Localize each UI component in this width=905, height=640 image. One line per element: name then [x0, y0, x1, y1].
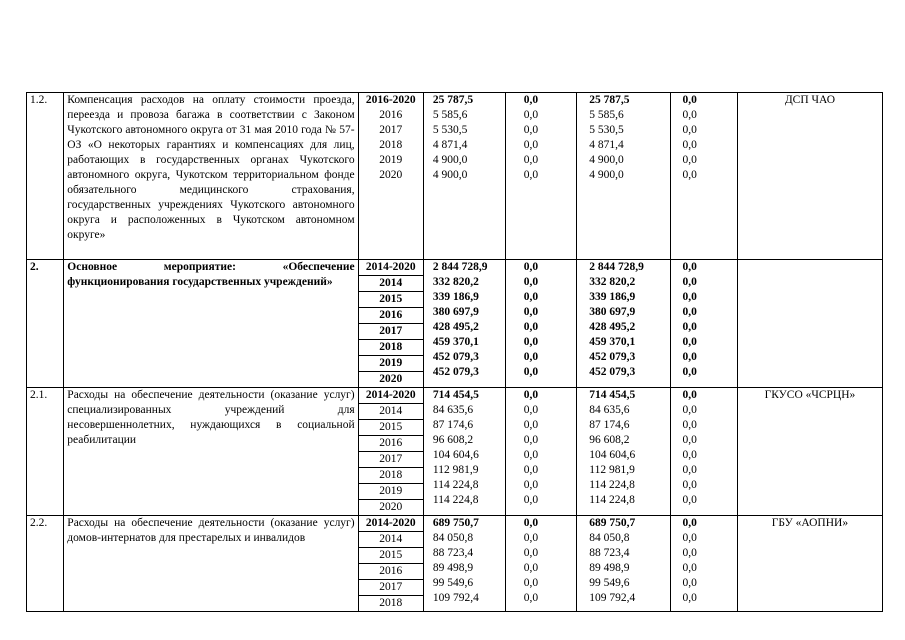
- other-cell-value: 0,0: [682, 404, 697, 416]
- federal-cell-value: 0,0: [523, 291, 539, 303]
- federal-cell: [505, 388, 577, 516]
- regional-cell-value: 452 079,3: [589, 366, 636, 378]
- regional-cell-value: 25 787,5: [589, 94, 630, 106]
- federal-cell: [505, 260, 577, 388]
- total-cell-value: 114 224,8: [432, 479, 479, 491]
- other-cell-value: 0,0: [682, 94, 697, 106]
- other-cell-value: 0,0: [682, 139, 697, 151]
- table-row: [27, 260, 883, 388]
- total-cell-value: 2 844 728,9: [432, 261, 488, 273]
- year-cell-value: 2016: [359, 436, 423, 452]
- responsible-executor: ГКУСО «ЧСРЦН»: [737, 388, 882, 516]
- regional-cell-value: 5 585,6: [589, 109, 624, 121]
- total-cell-value: 452 079,3: [432, 351, 479, 363]
- regional-cell-value: 104 604,6: [589, 449, 636, 461]
- other-cell-value: 0,0: [682, 154, 697, 166]
- total-cell-value: 339 186,9: [432, 291, 479, 303]
- other-cell-value: 0,0: [682, 479, 697, 491]
- year-cell: [358, 516, 423, 612]
- regional-cell-value: 84 635,6: [589, 404, 630, 416]
- regional-cell-value: 96 608,2: [589, 434, 630, 446]
- year-cell-value: 2016-2020: [365, 94, 416, 106]
- table-body: [27, 93, 883, 612]
- regional-cell-value: 4 900,0: [589, 154, 624, 166]
- federal-cell-value: 0,0: [523, 321, 539, 333]
- federal-cell-value: 0,0: [523, 154, 539, 166]
- total-cell-value: 104 604,6: [432, 449, 479, 461]
- other-cell-value: 0,0: [682, 276, 697, 288]
- other-cell-value: 0,0: [682, 124, 697, 136]
- table-row: [27, 93, 883, 260]
- federal-cell-value: 0,0: [523, 419, 539, 431]
- federal-cell-value: 0,0: [523, 532, 539, 544]
- total-cell-value: 5 585,6: [432, 109, 468, 121]
- federal-cell-value: 0,0: [523, 94, 539, 106]
- year-cell-value: 2017: [359, 324, 423, 340]
- regional-cell-value: 87 174,6: [589, 419, 630, 431]
- total-cell-value: 428 495,2: [432, 321, 479, 333]
- item-name-cell: [64, 260, 358, 388]
- other-cell-value: 0,0: [682, 261, 697, 273]
- regional-cell-value: 339 186,9: [589, 291, 636, 303]
- regional-cell-value: 452 079,3: [589, 351, 636, 363]
- total-cell-value: 25 787,5: [432, 94, 474, 106]
- year-cell-value: 2014-2020: [359, 388, 423, 404]
- budget-table: [26, 92, 883, 612]
- total-cell-value: 84 050,8: [432, 532, 474, 544]
- other-cell-value: 0,0: [682, 351, 697, 363]
- federal-cell-value: 0,0: [523, 577, 539, 589]
- other-cell: [670, 260, 737, 388]
- total-cell-value: 5 530,5: [432, 124, 468, 136]
- federal-cell-value: 0,0: [523, 139, 539, 151]
- regional-cell: [577, 516, 670, 612]
- federal-cell-value: 0,0: [523, 449, 539, 461]
- total-cell: [423, 516, 505, 612]
- total-cell-value: 88 723,4: [432, 547, 474, 559]
- federal-cell-value: 0,0: [523, 547, 539, 559]
- year-cell: [358, 260, 423, 388]
- other-cell-value: 0,0: [682, 109, 697, 121]
- regional-cell: [577, 93, 670, 260]
- federal-cell-value: 0,0: [523, 434, 539, 446]
- federal-cell-value: 0,0: [523, 124, 539, 136]
- regional-cell: [577, 388, 670, 516]
- federal-cell-value: 0,0: [523, 169, 539, 181]
- total-cell-value: 87 174,6: [432, 419, 474, 431]
- other-cell: [670, 93, 737, 260]
- year-cell-value: 2016: [379, 109, 403, 121]
- other-cell-value: 0,0: [682, 291, 697, 303]
- responsible-executor: [737, 260, 882, 388]
- regional-cell: [577, 260, 670, 388]
- federal-cell-value: 0,0: [523, 306, 539, 318]
- federal-cell-value: 0,0: [523, 366, 539, 378]
- federal-cell-value: 0,0: [523, 404, 539, 416]
- table-row: [27, 516, 883, 612]
- year-cell-value: 2020: [379, 373, 403, 385]
- other-cell-value: 0,0: [682, 577, 697, 589]
- regional-cell-value: 89 498,9: [589, 562, 630, 574]
- year-cell-value: 2016: [359, 308, 423, 324]
- other-cell-value: 0,0: [682, 562, 697, 574]
- regional-cell-value: 84 050,8: [589, 532, 630, 544]
- item-number: 1.2.: [27, 93, 64, 260]
- other-cell-value: 0,0: [682, 321, 697, 333]
- total-cell-value: 89 498,9: [432, 562, 474, 574]
- other-cell-value: 0,0: [682, 366, 697, 378]
- item-name: Компенсация расходов на оплату стоимости проезда, переезда и провоза багажа в соответствии с Законом Чукотского автономного округа от 31 мая 2010 года № 57-ОЗ «О некоторых гарантиях и компенсациях для лиц, работающих в государственных органах Чукотского автономного округа, Чукотском территориальном фонде обязательного медицинского страхования, государственных учреждениях Чукотского автономного округа и расположенных в Чукотском автономном округе»: [67, 94, 355, 241]
- year-cell-value: 2017: [359, 452, 423, 468]
- other-cell-value: 0,0: [682, 532, 697, 544]
- other-cell-value: 0,0: [682, 547, 697, 559]
- item-number: 2.2.: [27, 516, 64, 612]
- total-cell: [423, 93, 505, 260]
- federal-cell: [505, 516, 577, 612]
- federal-cell-value: 0,0: [523, 336, 539, 348]
- other-cell-value: 0,0: [682, 306, 697, 318]
- regional-cell-value: 112 981,9: [589, 464, 635, 476]
- regional-cell-value: 99 549,6: [589, 577, 630, 589]
- total-cell: [423, 388, 505, 516]
- year-cell-value: 2018: [359, 340, 423, 356]
- year-cell-value: 2016: [359, 564, 423, 580]
- federal-cell-value: 0,0: [523, 389, 539, 401]
- federal-cell: [505, 93, 577, 260]
- regional-cell-value: 5 530,5: [589, 124, 624, 136]
- total-cell-value: 4 871,4: [432, 139, 468, 151]
- year-cell-value: 2014-2020: [359, 516, 423, 532]
- year-cell-value: 2019: [359, 484, 423, 500]
- year-cell-value: 2018: [379, 139, 403, 151]
- regional-cell-value: 428 495,2: [589, 321, 636, 333]
- regional-cell-value: 114 224,8: [589, 494, 635, 506]
- federal-cell-value: 0,0: [523, 109, 539, 121]
- total-cell-value: 4 900,0: [432, 169, 468, 181]
- total-cell-value: 112 981,9: [432, 464, 479, 476]
- federal-cell-value: 0,0: [523, 351, 539, 363]
- total-cell-value: 452 079,3: [432, 366, 479, 378]
- item-name: Основное мероприятие: «Обеспечение функционирования государственных учреждений»: [67, 261, 355, 288]
- item-name: Расходы на обеспечение деятельности (оказание услуг) домов-интернатов для престарелых и инвалидов: [67, 517, 355, 544]
- item-name-cell: [64, 388, 358, 516]
- total-cell-value: 332 820,2: [432, 276, 479, 288]
- federal-cell-value: 0,0: [523, 517, 539, 529]
- other-cell-value: 0,0: [682, 389, 697, 401]
- year-cell-value: 2014: [359, 276, 423, 292]
- other-cell-value: 0,0: [682, 464, 697, 476]
- regional-cell-value: 689 750,7: [589, 517, 636, 529]
- item-name: Расходы на обеспечение деятельности (оказание услуг) специализированных учреждений для несовершеннолетних, нуждающихся в социальной реабилитации: [67, 389, 355, 446]
- other-cell: [670, 516, 737, 612]
- table-row: [27, 388, 883, 516]
- year-cell-value: 2017: [359, 580, 423, 596]
- federal-cell-value: 0,0: [523, 562, 539, 574]
- item-number: 2.: [27, 260, 64, 388]
- other-cell-value: 0,0: [682, 592, 697, 604]
- other-cell-value: 0,0: [682, 449, 697, 461]
- year-cell-value: 2020: [379, 501, 403, 513]
- year-cell-value: 2014: [359, 404, 423, 420]
- other-cell-value: 0,0: [682, 419, 697, 431]
- other-cell-value: 0,0: [682, 336, 697, 348]
- regional-cell-value: 109 792,4: [589, 592, 636, 604]
- item-number: 2.1.: [27, 388, 64, 516]
- responsible-executor: ГБУ «АОПНИ»: [737, 516, 882, 612]
- other-cell-value: 0,0: [682, 434, 697, 446]
- other-cell-value: 0,0: [682, 517, 697, 529]
- total-cell-value: 689 750,7: [432, 517, 479, 529]
- regional-cell-value: 114 224,8: [589, 479, 635, 491]
- other-cell-value: 0,0: [682, 494, 697, 506]
- total-cell-value: 4 900,0: [432, 154, 468, 166]
- other-cell: [670, 388, 737, 516]
- total-cell-value: 84 635,6: [432, 404, 474, 416]
- total-cell-value: 109 792,4: [432, 592, 479, 604]
- year-cell-value: 2017: [379, 124, 403, 136]
- total-cell-value: 714 454,5: [432, 389, 479, 401]
- year-cell: [358, 93, 423, 260]
- year-cell-value: 2019: [359, 356, 423, 372]
- regional-cell-value: 332 820,2: [589, 276, 636, 288]
- year-cell-value: 2015: [359, 292, 423, 308]
- year-cell-value: 2018: [379, 597, 403, 609]
- federal-cell-value: 0,0: [523, 464, 539, 476]
- regional-cell-value: 714 454,5: [589, 389, 636, 401]
- federal-cell-value: 0,0: [523, 479, 539, 491]
- regional-cell-value: 4 871,4: [589, 139, 624, 151]
- federal-cell-value: 0,0: [523, 494, 539, 506]
- total-cell: [423, 260, 505, 388]
- total-cell-value: 380 697,9: [432, 306, 479, 318]
- year-cell-value: 2015: [359, 420, 423, 436]
- total-cell-value: 459 370,1: [432, 336, 479, 348]
- year-cell-value: 2014-2020: [359, 260, 423, 276]
- total-cell-value: 114 224,8: [432, 494, 479, 506]
- federal-cell-value: 0,0: [523, 261, 539, 273]
- year-cell-value: 2018: [359, 468, 423, 484]
- year-cell-value: 2020: [379, 169, 403, 181]
- other-cell-value: 0,0: [682, 169, 697, 181]
- year-cell: [358, 388, 423, 516]
- year-cell-value: 2015: [359, 548, 423, 564]
- total-cell-value: 96 608,2: [432, 434, 474, 446]
- regional-cell-value: 2 844 728,9: [589, 261, 644, 273]
- regional-cell-value: 88 723,4: [589, 547, 630, 559]
- federal-cell-value: 0,0: [523, 592, 539, 604]
- year-cell-value: 2019: [379, 154, 403, 166]
- year-cell-value: 2014: [359, 532, 423, 548]
- regional-cell-value: 4 900,0: [589, 169, 624, 181]
- responsible-executor: ДСП ЧАО: [737, 93, 882, 260]
- federal-cell-value: 0,0: [523, 276, 539, 288]
- regional-cell-value: 459 370,1: [589, 336, 636, 348]
- total-cell-value: 99 549,6: [432, 577, 474, 589]
- item-name-cell: [64, 516, 358, 612]
- item-name-cell: [64, 93, 358, 260]
- regional-cell-value: 380 697,9: [589, 306, 636, 318]
